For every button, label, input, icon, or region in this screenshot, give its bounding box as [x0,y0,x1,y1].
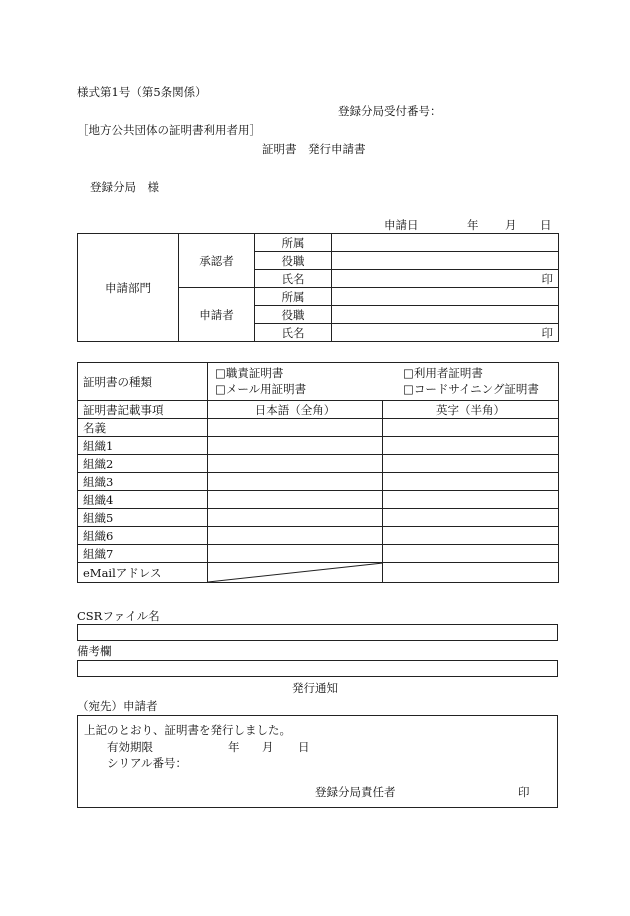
form-number: 様式第1号（第5条関係） [77,85,207,99]
option-email-cert[interactable]: □メール用証明書 [215,382,307,396]
applicant-position-label: 役職 [255,306,332,324]
row-label-org6: 組織6 [78,527,208,545]
remarks-label: 備考欄 [77,644,112,658]
row-label-org4: 組織4 [78,491,208,509]
cert-type-label: 証明書の種類 [78,363,208,401]
row-label-org3: 組織3 [78,473,208,491]
option-official-cert[interactable]: □職責証明書 [215,366,284,380]
addressee: 登録分局 様 [90,180,159,194]
applicant-position-field[interactable] [332,306,559,324]
diagonal-strike [208,563,383,582]
option-code-signing-cert[interactable]: □コードサイニング証明書 [403,382,539,396]
reception-number-label: 登録分局受付番号： [338,104,442,118]
org7-english-field[interactable] [383,545,559,563]
name-japanese-field[interactable] [208,419,383,437]
applicant-name-label: 氏名 [255,324,332,342]
approver-affiliation-field[interactable] [332,234,559,252]
cert-type-options [208,363,559,401]
name-english-field[interactable] [383,419,559,437]
row-label-org7: 組織7 [78,545,208,563]
org2-english-field[interactable] [383,455,559,473]
row-label-name: 名義 [78,419,208,437]
org6-japanese-field[interactable] [208,527,383,545]
form-category: ［地方公共団体の証明書利用者用］ [77,123,261,137]
email-japanese-cell-crossed [208,563,383,583]
org4-english-field[interactable] [383,491,559,509]
applicant-name-field[interactable] [332,324,559,342]
org3-english-field[interactable] [383,473,559,491]
validity-year-label: 年 [228,740,240,754]
date-month-label: 月 [505,218,517,232]
remarks-field[interactable] [77,660,558,677]
applicant-affiliation-label: 所属 [255,288,332,306]
org3-japanese-field[interactable] [208,473,383,491]
approver-name-label: 氏名 [255,270,332,288]
applicant-label: 申請者 [179,288,255,342]
approver-position-label: 役職 [255,252,332,270]
row-label-org1: 組織1 [78,437,208,455]
org2-japanese-field[interactable] [208,455,383,473]
row-label-org2: 組織2 [78,455,208,473]
approver-seal-mark: 印 [541,271,553,286]
document-title: 証明書 発行申請書 [262,142,366,156]
registration-officer-label: 登録分局責任者 [315,785,396,799]
officer-seal-mark: 印 [518,785,530,799]
japanese-column-header: 日本語（全角） [208,401,383,419]
application-date-label: 申請日 [384,218,419,232]
approver-label: 承認者 [179,234,255,288]
approver-position-field[interactable] [332,252,559,270]
validity-day-label: 日 [298,740,310,754]
org1-english-field[interactable] [383,437,559,455]
org5-japanese-field[interactable] [208,509,383,527]
org5-english-field[interactable] [383,509,559,527]
row-label-email: eMailアドレス [78,563,208,583]
applicant-seal-mark: 印 [541,325,553,340]
cert-items-label: 証明書記載事項 [78,401,208,419]
org6-english-field[interactable] [383,527,559,545]
validity-month-label: 月 [262,740,274,754]
issuance-notice-title: 発行通知 [292,681,338,695]
english-column-header: 英字（半角） [383,401,559,419]
org1-japanese-field[interactable] [208,437,383,455]
csr-filename-field[interactable] [77,624,558,641]
certificate-table [77,362,559,583]
issuance-notice-box [77,715,558,808]
department-label: 申請部門 [78,234,179,342]
notice-recipient: （宛先）申請者 [77,699,158,713]
approver-name-field[interactable] [332,270,559,288]
row-label-org5: 組織5 [78,509,208,527]
csr-filename-label: CSRファイル名 [77,609,160,623]
date-day-label: 日 [540,218,552,232]
option-user-cert[interactable]: □利用者証明書 [403,366,483,380]
applicant-affiliation-field[interactable] [332,288,559,306]
email-english-field[interactable] [383,563,559,583]
org7-japanese-field[interactable] [208,545,383,563]
serial-number-label: シリアル番号： [107,756,188,770]
applicant-table [77,233,559,342]
notice-message: 上記のとおり、証明書を発行しました。 [84,723,291,737]
org4-japanese-field[interactable] [208,491,383,509]
approver-affiliation-label: 所属 [255,234,332,252]
date-year-label: 年 [467,218,479,232]
validity-label: 有効期限 [107,740,153,754]
